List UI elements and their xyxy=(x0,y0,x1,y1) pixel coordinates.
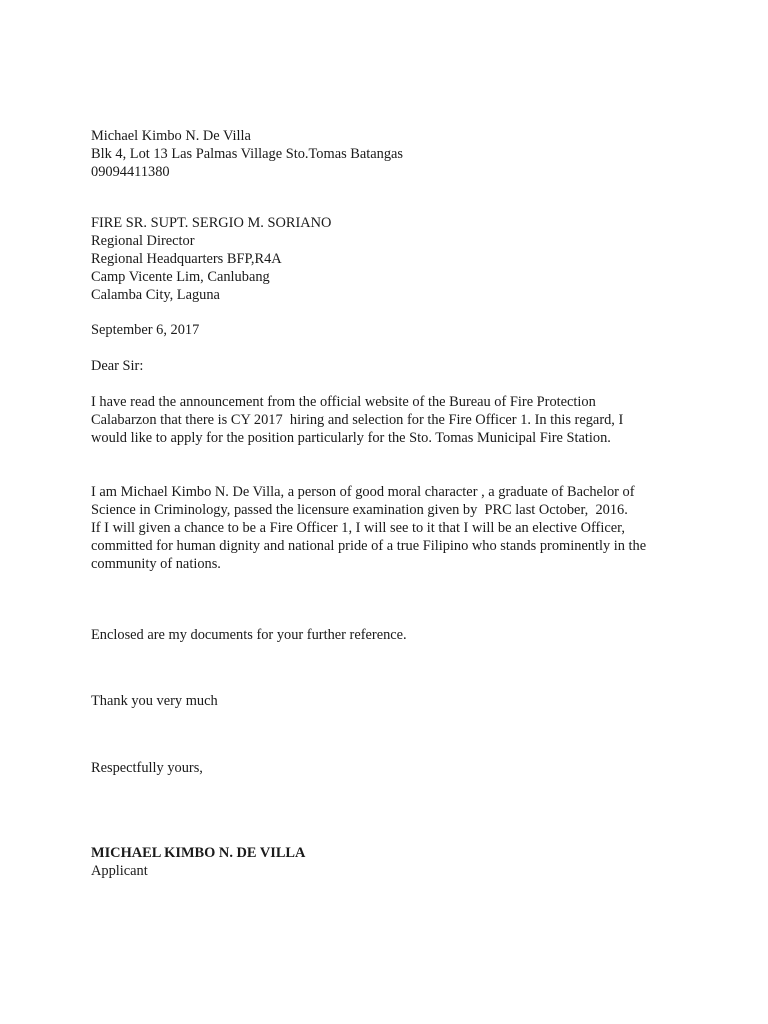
paragraph-1-line-1: I have read the announcement from the official website of the Bureau of Fire Protection xyxy=(91,394,596,410)
paragraph-2-line-4: committed for human dignity and national pride of a true Filipino who stands prominently in the xyxy=(91,538,647,554)
paragraph-2-line-3: If I will given a chance to be a Fire Officer 1, I will see to it that I will be an elective Officer, xyxy=(91,520,625,536)
paragraph-2-line-5: community of nations. xyxy=(91,556,221,572)
recipient-address-line1: Camp Vicente Lim, Canlubang xyxy=(91,269,270,285)
thanks-line: Thank you very much xyxy=(91,693,218,709)
recipient-address-line2: Calamba City, Laguna xyxy=(91,287,220,303)
paragraph-1-line-2: Calabarzon that there is CY 2017 hiring and selection for the Fire Officer 1. In this regard, I xyxy=(91,412,624,428)
paragraph-2-line-2: Science in Criminology, passed the licensure examination given by PRC last October, 2016. xyxy=(91,502,628,518)
sender-address: Blk 4, Lot 13 Las Palmas Village Sto.Tomas Batangas xyxy=(91,146,404,162)
closing-line: Respectfully yours, xyxy=(91,760,203,776)
paragraph-3: Enclosed are my documents for your further reference. xyxy=(91,627,407,643)
recipient-office: Regional Headquarters BFP,R4A xyxy=(91,251,282,267)
sender-name: Michael Kimbo N. De Villa xyxy=(91,128,251,144)
recipient-title: Regional Director xyxy=(91,233,195,249)
sender-phone: 09094411380 xyxy=(91,164,170,180)
salutation: Dear Sir: xyxy=(91,358,144,374)
letter-date: September 6, 2017 xyxy=(91,322,200,338)
recipient-name: FIRE SR. SUPT. SERGIO M. SORIANO xyxy=(91,215,332,231)
paragraph-2-line-1: I am Michael Kimbo N. De Villa, a person of good moral character , a graduate of Bachelor of xyxy=(91,484,635,500)
signature-role: Applicant xyxy=(91,863,148,879)
signature-name: MICHAEL KIMBO N. DE VILLA xyxy=(91,845,306,861)
paragraph-1-line-3: would like to apply for the position particularly for the Sto. Tomas Municipal Fire Station. xyxy=(91,430,611,446)
